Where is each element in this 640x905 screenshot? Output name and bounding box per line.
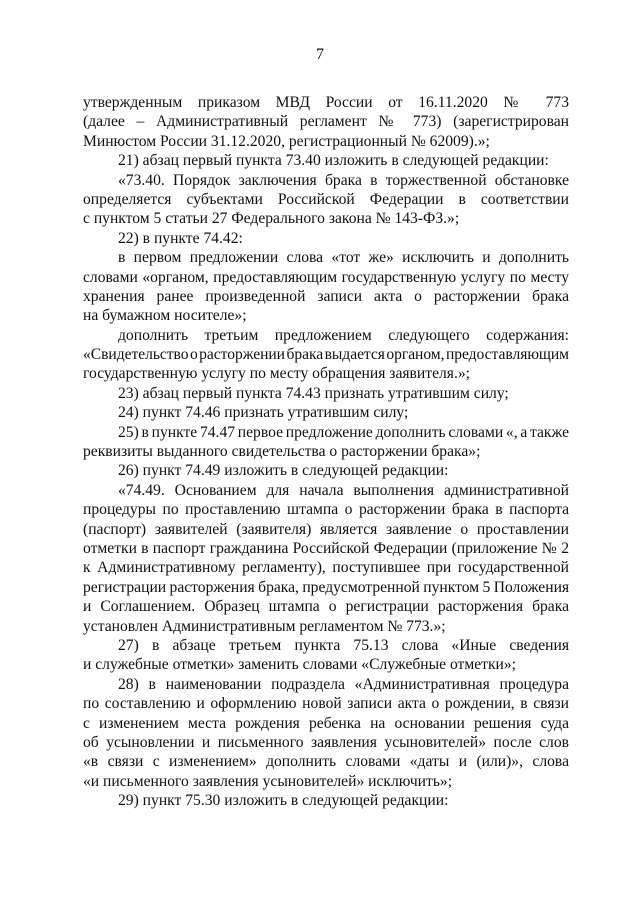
text-line: 28) в наименовании подраздела «Административная процедура	[118, 675, 569, 693]
text-line: 29) пункт 75.30 изложить в следующей редакции:	[118, 792, 449, 810]
text-line: словами «органом, предоставляющим государственную услугу по месту	[83, 268, 569, 286]
text-line: 27) в абзаце третьем пункта 75.13 слова «Иные сведения	[118, 636, 569, 654]
text-line: 26) пункт 74.49 изложить в следующей редакции:	[118, 462, 449, 480]
text-line: процедуры по проставлению штампа о расторжении брака в паспорта	[83, 501, 569, 519]
text-line: утвержденным приказом МВД России от 16.11.2020 № 773	[83, 94, 569, 111]
text-line: с пунктом 5 статьи 27 Федерального закона № 143-ФЗ.»;	[83, 210, 460, 228]
text-line: 21) абзац первый пункта 73.40 изложить в следующей редакции:	[118, 152, 549, 170]
text-line: реквизиты выданного свидетельства о расторжении брака»;	[83, 443, 481, 461]
text-line: регистрации расторжения брака, предусмотренной пунктом 5 Положения	[83, 578, 569, 596]
text-line: «74.49. Основанием для начала выполнения административной	[118, 481, 569, 499]
text-line: (паспорт) заявителей (заявителя) является заявление о проставлении	[83, 520, 569, 538]
text-line: Минюстом России 31.12.2020, регистрационный № 62009).»;	[83, 132, 490, 150]
text-line: в первом предложении слова «тот же» исключить и дополнить	[118, 249, 569, 267]
text-line: и Соглашением. Образец штампа о регистрации расторжения брака	[83, 598, 569, 616]
text-line: «в связи с изменением» дополнить словами «даты и (или)», слова	[83, 753, 569, 771]
text-line: «и письменного заявления усыновителей» исключить»;	[83, 772, 453, 790]
text-line: об усыновлении и письменного заявления усыновителей» после слов	[83, 733, 569, 751]
text-line: государственную услугу по месту обращения заявителя.»;	[83, 365, 470, 383]
text-line: установлен Административным регламентом № 773.»;	[83, 617, 446, 635]
text-line: отметки в паспорт гражданина Российской Федерации (приложение № 2	[83, 539, 569, 557]
text-line: и служебные отметки» заменить словами «Служебные отметки»;	[83, 656, 517, 674]
text-line: с изменением места рождения ребенка на основании решения суда	[83, 714, 569, 732]
document-body	[83, 93, 569, 810]
text-line: хранения ранее произведенной записи акта о расторжении брака	[83, 287, 569, 305]
text-line: 22) в пункте 74.42:	[118, 229, 243, 247]
text-line: «Свидетельство о расторжении брака выдается органом, предоставляющим	[83, 346, 569, 364]
text-line: по составлению и оформлению новой записи акта о рождении, в связи	[83, 695, 569, 713]
page-number: 7	[316, 46, 324, 63]
text-line: 24) пункт 74.46 признать утратившим силу;	[118, 404, 409, 422]
text-line: (далее – Административный регламент № 773) (зарегистрирован	[83, 113, 569, 131]
text-line: к Административному регламенту), поступившее при государственной	[83, 559, 569, 577]
text-line: «73.40. Порядок заключения брака в торжественной обстановке	[118, 171, 569, 189]
text-line: 25) в пункте 74.47 первое предложение дополнить словами «, а также	[118, 423, 569, 441]
text-line: 23) абзац первый пункта 74.43 признать утратившим силу;	[118, 384, 509, 402]
text-line: на бумажном носителе»;	[83, 307, 247, 325]
text-line: дополнить третьим предложением следующего содержания:	[118, 326, 569, 344]
text-line: определяется субъектами Российской Федерации в соответствии	[83, 190, 569, 208]
